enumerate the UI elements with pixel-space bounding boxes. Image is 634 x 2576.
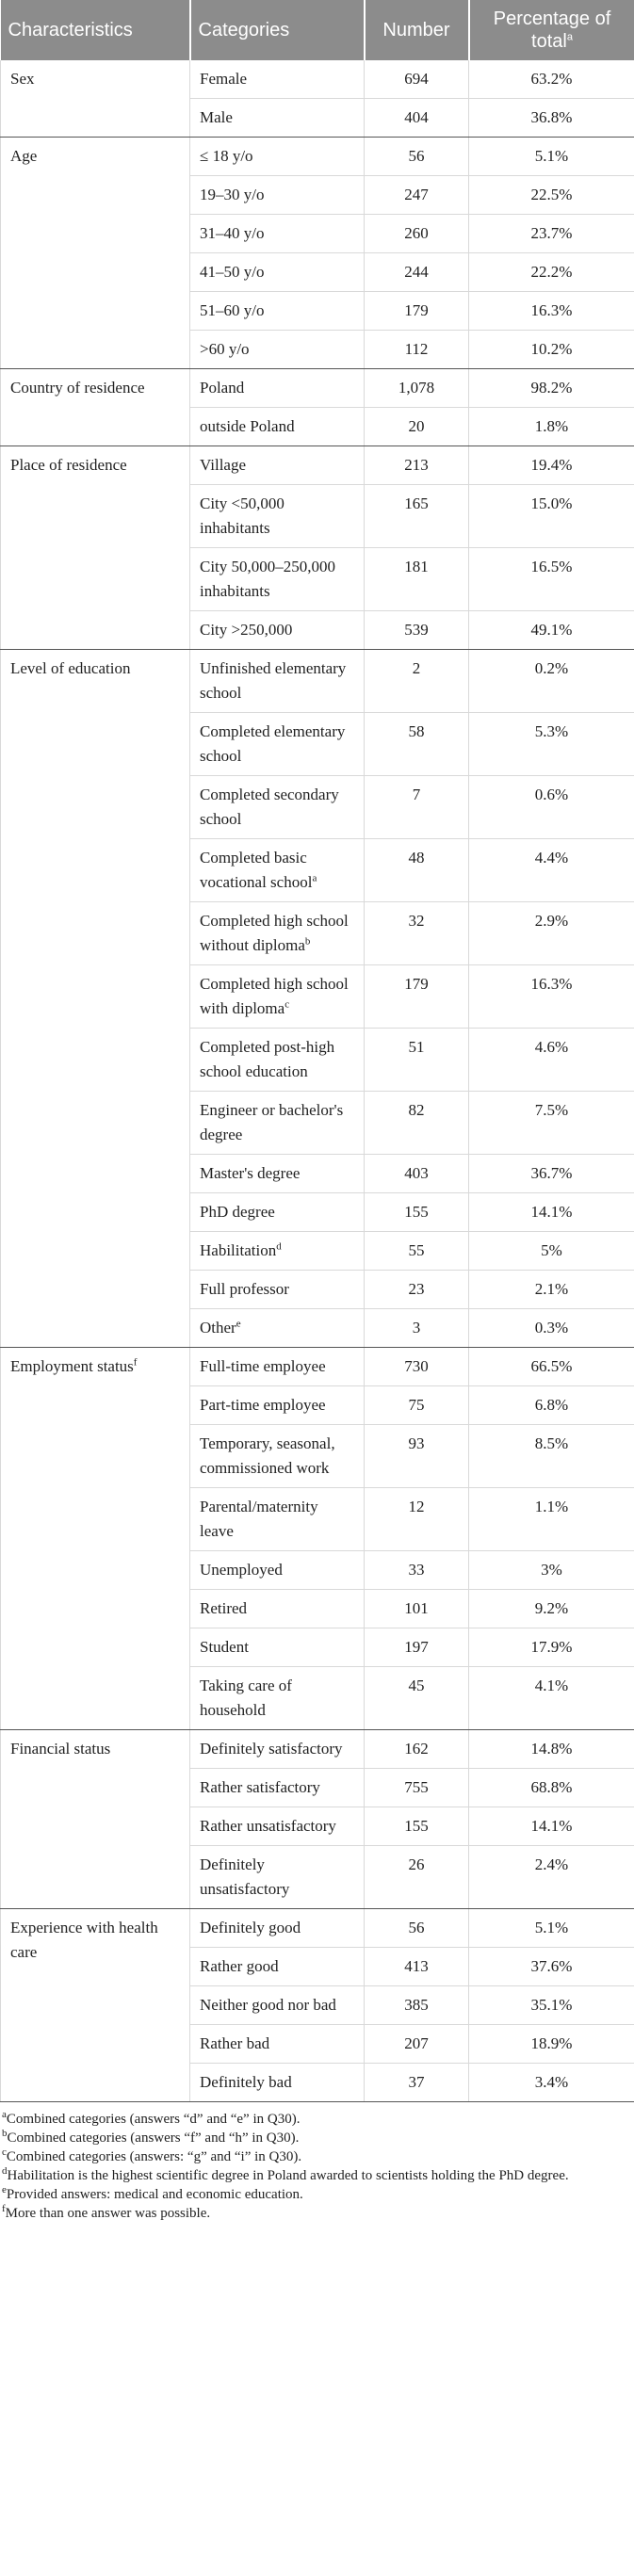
number-cell: 244 (365, 253, 469, 292)
category-label: 31–40 y/o (200, 224, 265, 242)
category-cell (190, 1488, 365, 1551)
footnote-mark: f (2, 2203, 6, 2214)
table-row (1, 1909, 634, 1948)
table-row (1, 1348, 634, 1386)
footnote-mark: a (2, 2109, 7, 2120)
percentage-cell: 2.9% (469, 902, 634, 965)
category-label: >60 y/o (200, 340, 250, 358)
footnote-text: Combined categories (answers “d” and “e” in Q30). (6, 2112, 301, 2127)
category-label: Rather good (200, 1957, 279, 1975)
category-cell (190, 965, 365, 1029)
category-cell (190, 1309, 365, 1348)
number-cell: 12 (365, 1488, 469, 1551)
category-cell (190, 1551, 365, 1590)
header-characteristics: Characteristics (1, 0, 190, 60)
number-cell: 403 (365, 1155, 469, 1193)
category-label: Full-time employee (200, 1357, 326, 1375)
footnote-mark: e (236, 1318, 241, 1330)
table-row (1, 60, 634, 99)
characteristic-label: Sex (10, 70, 35, 88)
number-cell: 213 (365, 446, 469, 485)
category-label: Rather unsatisfactory (200, 1817, 336, 1835)
category-cell (190, 2064, 365, 2102)
category-label: Retired (200, 1599, 248, 1617)
percentage-cell: 3.4% (469, 2064, 634, 2102)
number-cell: 20 (365, 408, 469, 446)
percentage-cell: 4.1% (469, 1667, 634, 1730)
number-cell: 165 (365, 485, 469, 548)
category-label: City <50,000 inhabitants (200, 494, 284, 537)
footnote-mark: d (276, 1240, 282, 1253)
category-cell (190, 1807, 365, 1846)
category-cell (190, 776, 365, 839)
characteristic-label: Experience with health care (10, 1919, 158, 1961)
characteristic-label: Place of residence (10, 456, 127, 474)
category-cell (190, 1986, 365, 2025)
footnote (2, 2185, 632, 2204)
percentage-cell: 63.2% (469, 60, 634, 99)
percentage-cell: 37.6% (469, 1948, 634, 1986)
percentage-cell: 19.4% (469, 446, 634, 485)
percentage-cell: 15.0% (469, 485, 634, 548)
category-cell (190, 1271, 365, 1309)
table-row (1, 369, 634, 408)
category-cell (190, 611, 365, 650)
number-cell: 155 (365, 1807, 469, 1846)
number-cell: 413 (365, 1948, 469, 1986)
footnote-text: More than one answer was possible. (5, 2206, 211, 2221)
category-cell (190, 331, 365, 369)
percentage-cell: 3% (469, 1551, 634, 1590)
footnote-mark: d (2, 2165, 8, 2177)
category-cell (190, 1092, 365, 1155)
characteristic-label: Level of education (10, 659, 131, 677)
percentage-cell: 66.5% (469, 1348, 634, 1386)
number-cell: 385 (365, 1986, 469, 2025)
percentage-cell: 17.9% (469, 1628, 634, 1667)
category-label: Habilitation (200, 1241, 277, 1259)
footnote-mark: c (2, 2147, 7, 2158)
characteristic-cell (1, 650, 190, 1348)
table-row (1, 1730, 634, 1769)
percentage-cell: 23.7% (469, 215, 634, 253)
percentage-cell: 22.5% (469, 176, 634, 215)
number-cell: 260 (365, 215, 469, 253)
category-cell (190, 1909, 365, 1948)
percentage-cell: 98.2% (469, 369, 634, 408)
category-cell (190, 138, 365, 176)
number-cell: 56 (365, 138, 469, 176)
percentage-cell: 1.8% (469, 408, 634, 446)
table-row (1, 650, 634, 713)
percentage-cell: 5% (469, 1232, 634, 1271)
characteristic-cell (1, 446, 190, 650)
category-label: City >250,000 (200, 621, 293, 639)
characteristic-cell (1, 1348, 190, 1730)
characteristic-cell (1, 1909, 190, 2102)
category-cell (190, 1425, 365, 1488)
percentage-cell: 1.1% (469, 1488, 634, 1551)
category-label: Completed elementary school (200, 722, 346, 765)
percentage-cell: 14.8% (469, 1730, 634, 1769)
number-cell: 75 (365, 1386, 469, 1425)
number-cell: 55 (365, 1232, 469, 1271)
category-cell (190, 1029, 365, 1092)
table-header (1, 0, 634, 60)
footnote (2, 2129, 632, 2147)
category-label: Neither good nor bad (200, 1996, 336, 2014)
percentage-cell: 22.2% (469, 253, 634, 292)
footnote-text: Habilitation is the highest scientific degree in Poland awarded to scientists holding the PhD degree. (7, 2168, 569, 2183)
category-label: Male (200, 108, 233, 126)
category-label: outside Poland (200, 417, 295, 435)
category-cell (190, 215, 365, 253)
number-cell: 82 (365, 1092, 469, 1155)
category-cell (190, 1386, 365, 1425)
header-categories: Categories (190, 0, 365, 60)
footnote-mark: e (2, 2184, 7, 2195)
characteristic-label: Country of residence (10, 379, 145, 397)
category-label: PhD degree (200, 1203, 275, 1221)
number-cell: 539 (365, 611, 469, 650)
category-cell (190, 408, 365, 446)
number-cell: 51 (365, 1029, 469, 1092)
footnote-text: Combined categories (answers: “g” and “i” in Q30). (6, 2149, 302, 2164)
category-cell (190, 1232, 365, 1271)
category-label: Female (200, 70, 248, 88)
percentage-cell: 8.5% (469, 1425, 634, 1488)
number-cell: 26 (365, 1846, 469, 1909)
category-cell (190, 548, 365, 611)
category-label: Completed basic vocational school (200, 849, 313, 891)
category-cell (190, 446, 365, 485)
category-cell (190, 1590, 365, 1628)
category-cell (190, 1348, 365, 1386)
percentage-cell: 7.5% (469, 1092, 634, 1155)
number-cell: 155 (365, 1193, 469, 1232)
number-cell: 404 (365, 99, 469, 138)
category-label: Definitely bad (200, 2073, 292, 2091)
percentage-cell: 16.5% (469, 548, 634, 611)
footnote-mark: a (312, 872, 317, 884)
percentage-cell: 0.6% (469, 776, 634, 839)
percentage-cell: 35.1% (469, 1986, 634, 2025)
percentage-cell: 10.2% (469, 331, 634, 369)
number-cell: 48 (365, 839, 469, 902)
category-label: ≤ 18 y/o (200, 147, 253, 165)
characteristic-label: Employment status (10, 1357, 134, 1375)
percentage-cell: 16.3% (469, 292, 634, 331)
number-cell: 247 (365, 176, 469, 215)
footnote-mark: c (284, 998, 290, 1011)
number-cell: 93 (365, 1425, 469, 1488)
category-cell (190, 1730, 365, 1769)
category-label: Definitely good (200, 1919, 301, 1936)
footnote (2, 2166, 632, 2185)
characteristic-label: Age (10, 147, 38, 165)
percentage-cell: 0.3% (469, 1309, 634, 1348)
number-cell: 45 (365, 1667, 469, 1730)
number-cell: 730 (365, 1348, 469, 1386)
category-label: Completed secondary school (200, 786, 339, 828)
category-cell (190, 650, 365, 713)
category-cell (190, 1193, 365, 1232)
percentage-cell: 6.8% (469, 1386, 634, 1425)
number-cell: 694 (365, 60, 469, 99)
characteristic-cell (1, 369, 190, 446)
category-cell (190, 1628, 365, 1667)
number-cell: 181 (365, 548, 469, 611)
category-label: Definitely unsatisfactory (200, 1855, 290, 1898)
footnote-text: Combined categories (answers “f” and “h” in Q30). (7, 2130, 300, 2146)
category-cell (190, 2025, 365, 2064)
category-cell (190, 713, 365, 776)
percentage-cell: 5.1% (469, 1909, 634, 1948)
number-cell: 755 (365, 1769, 469, 1807)
percentage-cell: 36.7% (469, 1155, 634, 1193)
footnote-text: Provided answers: medical and economic education. (6, 2187, 303, 2202)
percentage-cell: 14.1% (469, 1193, 634, 1232)
percentage-cell: 5.3% (469, 713, 634, 776)
percentage-cell: 2.1% (469, 1271, 634, 1309)
percentage-cell: 36.8% (469, 99, 634, 138)
number-cell: 162 (365, 1730, 469, 1769)
category-label: Engineer or bachelor's degree (200, 1101, 344, 1143)
header-footnote-mark: a (566, 31, 573, 43)
category-label: Completed high school with diploma (200, 975, 349, 1017)
number-cell: 1,078 (365, 369, 469, 408)
footnote-mark: b (304, 935, 311, 948)
number-cell: 23 (365, 1271, 469, 1309)
category-label: Full professor (200, 1280, 289, 1298)
category-cell (190, 1667, 365, 1730)
number-cell: 179 (365, 965, 469, 1029)
category-cell (190, 1846, 365, 1909)
percentage-cell: 49.1% (469, 611, 634, 650)
category-label: Part-time employee (200, 1396, 326, 1414)
percentage-cell: 2.4% (469, 1846, 634, 1909)
number-cell: 32 (365, 902, 469, 965)
category-label: Completed high school without diploma (200, 912, 349, 954)
footnote (2, 2204, 632, 2223)
category-cell (190, 1155, 365, 1193)
category-cell (190, 60, 365, 99)
footnote-mark: f (133, 1356, 138, 1369)
table-body (1, 60, 634, 2102)
footnotes (0, 2102, 634, 2223)
category-label: Unemployed (200, 1561, 283, 1579)
header-percentage: Percentage of total$^a$ (469, 0, 634, 60)
category-label: Rather bad (200, 2034, 270, 2052)
number-cell: 56 (365, 1909, 469, 1948)
category-label: Temporary, seasonal, commissioned work (200, 1434, 335, 1477)
number-cell: 3 (365, 1309, 469, 1348)
category-cell (190, 176, 365, 215)
number-cell: 112 (365, 331, 469, 369)
number-cell: 7 (365, 776, 469, 839)
percentage-cell: 4.4% (469, 839, 634, 902)
category-cell (190, 99, 365, 138)
number-cell: 33 (365, 1551, 469, 1590)
category-label: Student (200, 1638, 249, 1656)
header-number: Number (365, 0, 469, 60)
category-label: Other (200, 1319, 236, 1337)
percentage-cell: 5.1% (469, 138, 634, 176)
category-cell (190, 902, 365, 965)
category-label: Rather satisfactory (200, 1778, 320, 1796)
number-cell: 2 (365, 650, 469, 713)
category-cell (190, 839, 365, 902)
category-label: 19–30 y/o (200, 186, 265, 203)
number-cell: 37 (365, 2064, 469, 2102)
footnote (2, 2110, 632, 2129)
characteristic-cell (1, 138, 190, 369)
category-label: Unfinished elementary school (200, 659, 347, 702)
number-cell: 58 (365, 713, 469, 776)
category-cell (190, 485, 365, 548)
percentage-cell: 9.2% (469, 1590, 634, 1628)
table-row (1, 138, 634, 176)
category-label: Village (200, 456, 247, 474)
category-cell (190, 292, 365, 331)
category-label: Master's degree (200, 1164, 301, 1182)
category-label: Taking care of household (200, 1677, 292, 1719)
number-cell: 101 (365, 1590, 469, 1628)
percentage-cell: 16.3% (469, 965, 634, 1029)
category-cell (190, 253, 365, 292)
category-label: 41–50 y/o (200, 263, 265, 281)
category-label: Poland (200, 379, 245, 397)
percentage-cell: 68.8% (469, 1769, 634, 1807)
characteristic-cell (1, 60, 190, 138)
category-cell (190, 1948, 365, 1986)
category-cell (190, 369, 365, 408)
percentage-cell: 0.2% (469, 650, 634, 713)
table-row (1, 446, 634, 485)
percentage-cell: 4.6% (469, 1029, 634, 1092)
number-cell: 179 (365, 292, 469, 331)
category-label: 51–60 y/o (200, 301, 265, 319)
footnote-mark: b (2, 2128, 8, 2139)
category-cell (190, 1769, 365, 1807)
characteristic-cell (1, 1730, 190, 1909)
category-label: Definitely satisfactory (200, 1740, 343, 1758)
percentage-cell: 18.9% (469, 2025, 634, 2064)
number-cell: 197 (365, 1628, 469, 1667)
number-cell: 207 (365, 2025, 469, 2064)
category-label: Parental/maternity leave (200, 1498, 318, 1540)
characteristic-label: Financial status (10, 1740, 111, 1758)
category-label: Completed post-high school education (200, 1038, 335, 1080)
category-label: City 50,000–250,000 inhabitants (200, 558, 336, 600)
footnote (2, 2147, 632, 2166)
percentage-cell: 14.1% (469, 1807, 634, 1846)
